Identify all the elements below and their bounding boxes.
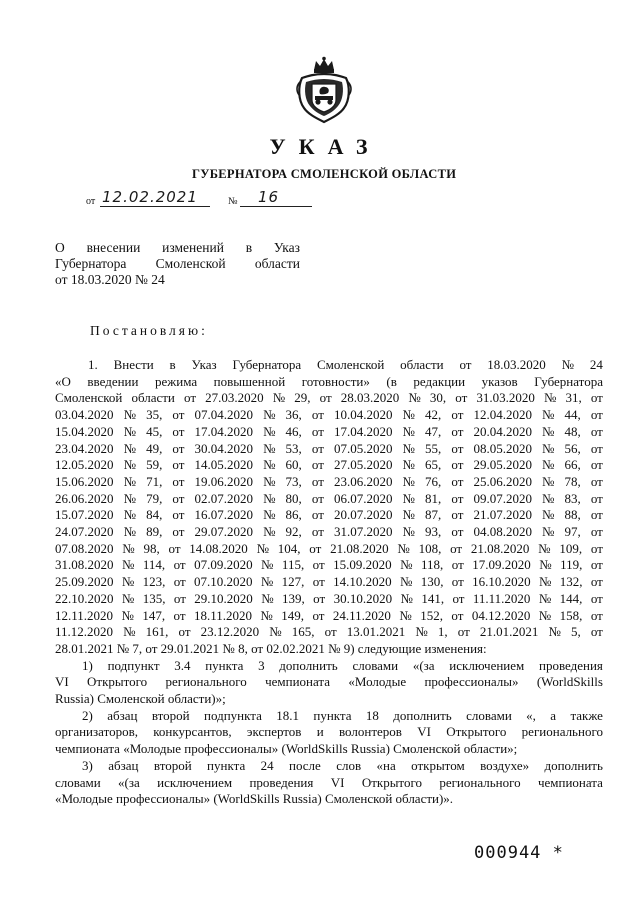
heading-word: Указ: [273, 240, 300, 255]
date-underline: [100, 206, 210, 207]
subitem-3-line: 3) абзац второй пункта 24 после слов «на открытом воздухе» дополнить: [82, 757, 603, 773]
heading-word: в: [245, 240, 253, 255]
paragraph-1-line: 12.05.2020 № 59, от 14.05.2020 № 60, от 27.05.2020 № 65, от 29.05.2020 № 66, от: [55, 457, 603, 473]
decree-word: Постановляю:: [90, 323, 208, 338]
handwritten-number: 16: [258, 188, 280, 206]
document-issuer: ГУБЕРНАТОРА СМОЛЕНСКОЙ ОБЛАСТИ: [192, 167, 457, 181]
subitem-2-line: чемпионата «Молодые профессионалы» (WorldSkills Russia) Смоленской области»;: [55, 741, 518, 757]
subitem-2-line: организаторов, конкурсантов, экспертов и волонтеров VI Открытого регионального: [55, 724, 603, 740]
heading-word: изменений: [162, 240, 224, 255]
document-heading: [55, 240, 300, 288]
date-prefix: от: [86, 196, 96, 207]
subitem-1-line: Russia) Смоленской области)»;: [55, 691, 226, 707]
document-title: УКАЗ: [269, 134, 381, 159]
subitem-1-line: VI Открытого регионального чемпионата «Молодые профессионалы» (WorldSkills: [55, 674, 603, 690]
paragraph-1-line: 25.09.2020 № 123, от 07.10.2020 № 127, от 14.10.2020 № 130, от 16.10.2020 № 132, от: [55, 574, 603, 590]
heading-word: внесении: [86, 240, 141, 255]
paragraph-1-line: 22.10.2020 № 135, от 29.10.2020 № 139, от 30.10.2020 № 141, от 11.11.2020 № 144, от: [55, 590, 603, 606]
paragraph-1-line: 15.04.2020 № 45, от 17.04.2020 № 46, от 17.04.2020 № 47, от 20.04.2020 № 48, от: [55, 423, 603, 439]
paragraph-1-line: 1. Внести в Указ Губернатора Смоленской области от 18.03.2020 № 24: [88, 357, 603, 372]
heading-word: О: [55, 240, 65, 255]
heading-word: области: [254, 256, 300, 271]
paragraph-1-line: 12.11.2020 № 147, от 18.11.2020 № 149, от 24.11.2020 № 152, от 04.12.2020 № 158, от: [55, 607, 603, 623]
heading-line: [55, 240, 300, 256]
heading-line: [55, 256, 300, 272]
coat-of-arms-icon: [294, 56, 354, 126]
paragraph-1-line: 15.06.2020 № 71, от 19.06.2020 № 73, от 23.06.2020 № 76, от 25.06.2020 № 78, от: [55, 473, 603, 489]
heading-word: Смоленской: [155, 256, 226, 271]
subitem-3-line: «Молодые профессионалы» (WorldSkills Russia) Смоленской области)».: [55, 791, 454, 807]
paragraph-1-line: Смоленской области от 27.03.2020 № 29, от 28.03.2020 № 30, от 31.03.2020 № 31, от: [55, 390, 603, 406]
heading-line: [55, 272, 300, 288]
handwritten-date: 12.02.2021: [102, 188, 198, 206]
document-body: [55, 357, 603, 808]
paragraph-1-line: 15.07.2020 № 84, от 16.07.2020 № 86, от 20.07.2020 № 87, от 21.07.2020 № 88, от: [55, 507, 603, 523]
serial-number: 000944 *: [474, 843, 564, 863]
paragraph-1-line: 11.12.2020 № 161, от 23.12.2020 № 165, от 13.01.2021 № 1, от 21.01.2021 № 5, от: [55, 624, 603, 640]
subitem-1-line: 1) подпункт 3.4 пункта 3 дополнить словами «(за исключением проведения: [82, 657, 603, 673]
date-number-line: [86, 190, 316, 210]
number-underline: [240, 206, 312, 207]
paragraph-1-line: 28.01.2021 № 7, от 29.01.2021 № 8, от 02.02.2021 № 9) следующие изменения:: [55, 640, 487, 656]
heading-word: от 18.03.2020 № 24: [55, 272, 165, 287]
paragraph-1-line: 26.06.2020 № 79, от 02.07.2020 № 80, от 06.07.2020 № 81, от 09.07.2020 № 83, от: [55, 490, 603, 506]
paragraph-1-line: 31.08.2020 № 114, от 07.09.2020 № 115, от 15.09.2020 № 118, от 17.09.2020 № 119, от: [55, 557, 603, 573]
paragraph-1-line: 07.08.2020 № 98, от 14.08.2020 № 104, от 21.08.2020 № 108, от 21.08.2020 № 109, от: [55, 540, 603, 556]
number-prefix: №: [228, 196, 238, 207]
paragraph-1-line: 24.07.2020 № 89, от 29.07.2020 № 92, от 31.07.2020 № 93, от 04.08.2020 № 97, от: [55, 524, 603, 540]
subitem-2-line: 2) абзац второй подпункта 18.1 пункта 18 дополнить словами «, а также: [82, 707, 603, 723]
paragraph-1-line: 03.04.2020 № 35, от 07.04.2020 № 36, от 10.04.2020 № 42, от 12.04.2020 № 44, от: [55, 407, 603, 423]
subitem-3-line: словами «(за исключением проведения VI Открытого регионального чемпионата: [55, 774, 603, 790]
heading-word: Губернатора: [55, 256, 127, 271]
paragraph-1-line: 23.04.2020 № 49, от 30.04.2020 № 53, от 07.05.2020 № 55, от 08.05.2020 № 56, от: [55, 440, 603, 456]
paragraph-1-line: «О введении режима повышенной готовности» (в редакции указов Губернатора: [55, 373, 603, 389]
